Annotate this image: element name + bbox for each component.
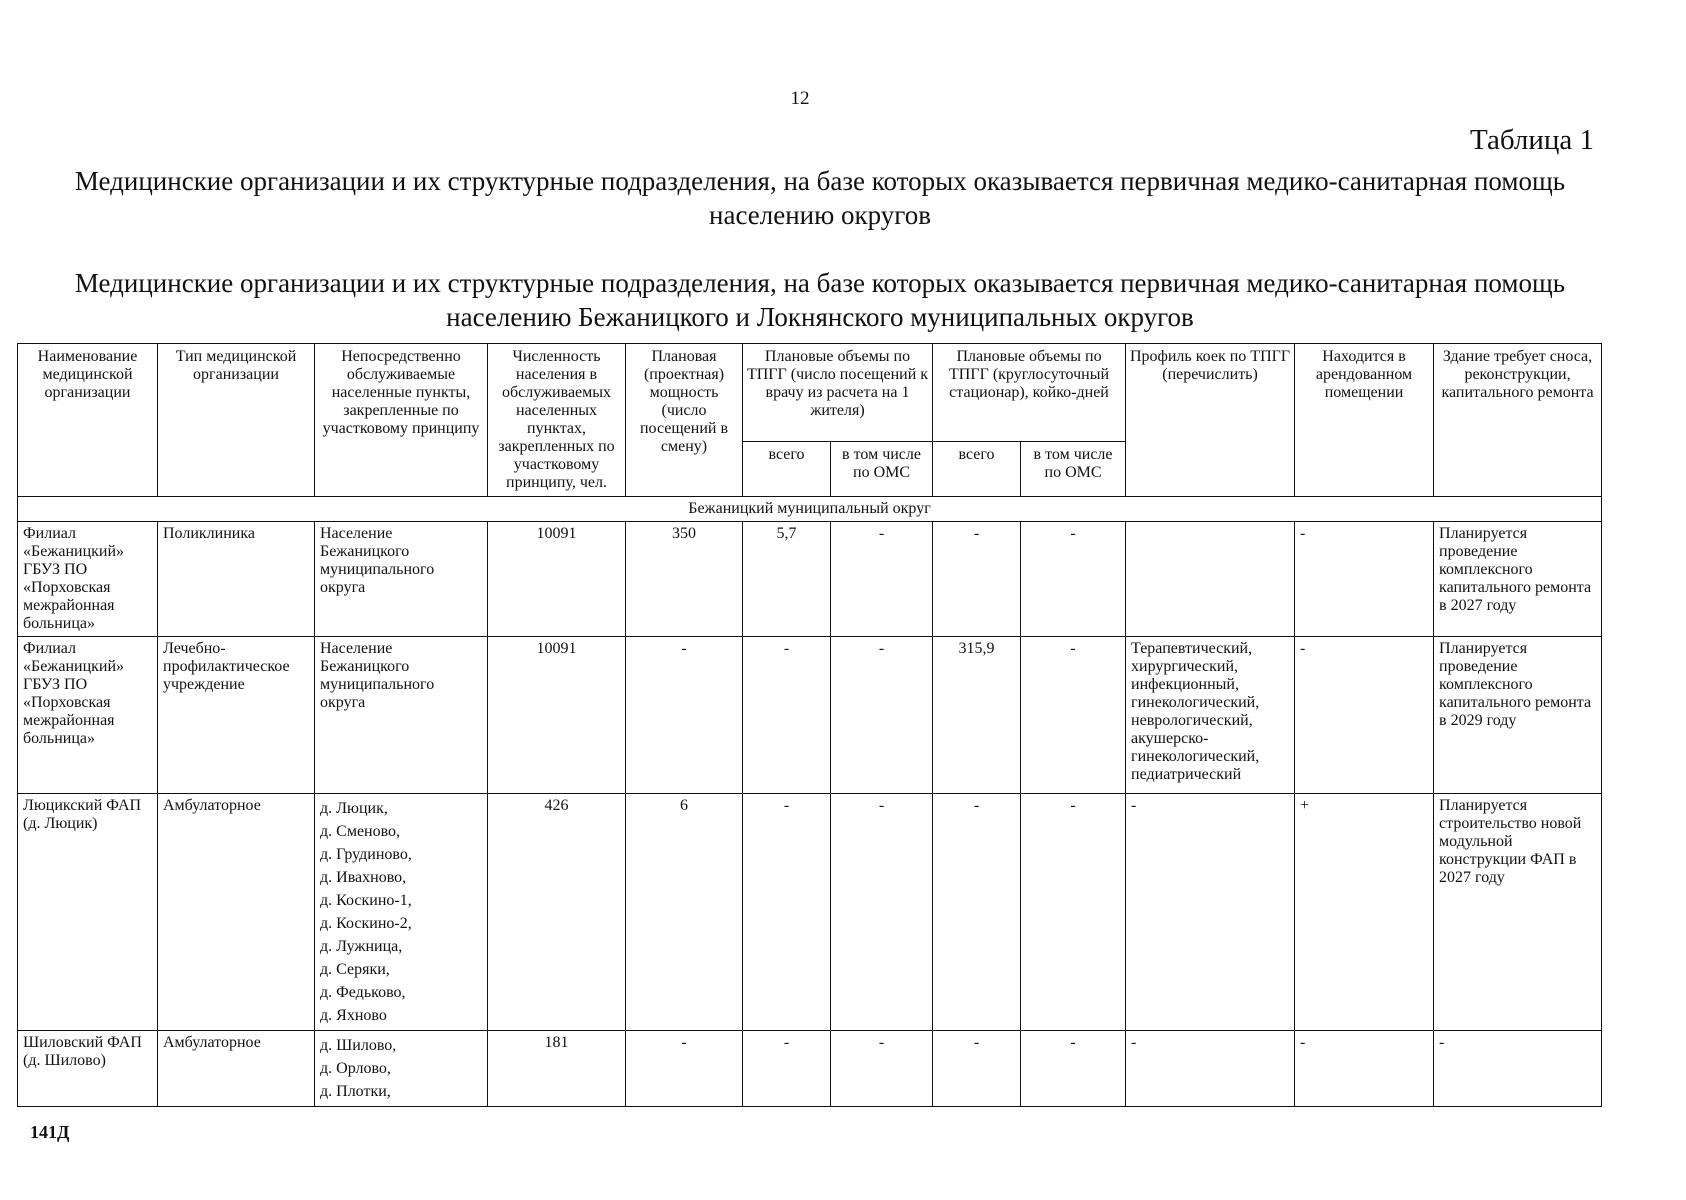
cell-building: Планируется проведение комплексного капитального ремонта в 2029 году bbox=[1434, 637, 1602, 794]
header-building: Здание требует сноса, реконструкции, капитального ремонта bbox=[1434, 344, 1602, 497]
section-title: Бежаницкий муниципальный округ bbox=[18, 497, 1602, 522]
document-heading: Медицинские организации и их структурные подразделения, на базе которых оказывается первичная медико-санитарная помощь населению округов bbox=[74, 166, 1566, 230]
settlement-item: д. Лужница, bbox=[320, 938, 403, 955]
header-org-type: Тип медицинской организации bbox=[158, 344, 315, 497]
cell-org-type: Лечебно-профилактическое учреждение bbox=[158, 637, 315, 794]
settlement-item: д. Яхново bbox=[320, 1007, 387, 1024]
cell-visits-oms: - bbox=[831, 794, 933, 1031]
cell-building: Планируется строительство новой модульной конструкции ФАП в 2027 году bbox=[1434, 794, 1602, 1031]
cell-org-type: Амбулаторное bbox=[158, 1031, 315, 1107]
table-label: Таблица 1 bbox=[1469, 124, 1594, 156]
settlement-item: д. Федьково, bbox=[320, 984, 406, 1001]
cell-beds-total: - bbox=[933, 522, 1021, 637]
cell-rented: - bbox=[1295, 1031, 1434, 1107]
header-rented: Находится в арендованном помещении bbox=[1295, 344, 1434, 497]
settlement-item: д. Серяки, bbox=[320, 961, 390, 978]
header-visits-total: всего bbox=[743, 442, 831, 497]
document-code: 141Д bbox=[30, 1122, 70, 1142]
header-visits-oms: в том числе по ОМС bbox=[831, 442, 933, 497]
settlement-item: д. Сменово, bbox=[320, 823, 401, 840]
cell-bed-profile: Терапевтический, хирургический, инфекционный, гинекологический, неврологический, акушерско-гинекологический, педиатрический bbox=[1126, 637, 1295, 794]
cell-org-name: Люцикский ФАП (д. Люцик) bbox=[18, 794, 158, 1031]
cell-settlements: Население Бежаницкого муниципального округа bbox=[315, 637, 488, 794]
cell-beds-oms: - bbox=[1021, 522, 1126, 637]
cell-settlements bbox=[315, 1031, 488, 1107]
cell-bed-profile: - bbox=[1126, 1031, 1295, 1107]
cell-settlements: Население Бежаницкого муниципального округа bbox=[315, 522, 488, 637]
header-bed-profile: Профиль коек по ТПГГ (перечислить) bbox=[1126, 344, 1295, 497]
cell-rented: - bbox=[1295, 637, 1434, 794]
cell-capacity: - bbox=[626, 1031, 743, 1107]
page-number: 12 bbox=[790, 88, 810, 109]
header-beds-total: всего bbox=[933, 442, 1021, 497]
section-row bbox=[18, 497, 1602, 522]
settlement-item: д. Коскино-1, bbox=[320, 892, 412, 909]
cell-visits-oms: - bbox=[831, 637, 933, 794]
cell-visits-total: - bbox=[743, 1031, 831, 1107]
cell-population: 181 bbox=[488, 1031, 626, 1107]
settlement-item: д. Ивахново, bbox=[320, 869, 407, 886]
table-row bbox=[18, 1031, 1602, 1107]
cell-visits-total: - bbox=[743, 637, 831, 794]
cell-building: Планируется проведение комплексного капитального ремонта в 2027 году bbox=[1434, 522, 1602, 637]
settlement-item: д. Люцик, bbox=[320, 800, 388, 817]
cell-rented: + bbox=[1295, 794, 1434, 1031]
cell-org-type: Амбулаторное bbox=[158, 794, 315, 1031]
cell-visits-total: 5,7 bbox=[743, 522, 831, 637]
cell-org-type: Поликлиника bbox=[158, 522, 315, 637]
cell-population: 426 bbox=[488, 794, 626, 1031]
table-row bbox=[18, 637, 1602, 794]
cell-visits-oms: - bbox=[831, 522, 933, 637]
cell-settlements bbox=[315, 794, 488, 1031]
cell-beds-oms: - bbox=[1021, 637, 1126, 794]
cell-beds-total: 315,9 bbox=[933, 637, 1021, 794]
cell-building: - bbox=[1434, 1031, 1602, 1107]
header-beds-oms: в том числе по ОМС bbox=[1021, 442, 1126, 497]
cell-beds-total: - bbox=[933, 794, 1021, 1031]
header-org-name: Наименование медицинской организации bbox=[18, 344, 158, 497]
cell-bed-profile: - bbox=[1126, 794, 1295, 1031]
settlement-item: д. Грудиново, bbox=[320, 846, 412, 863]
cell-population: 10091 bbox=[488, 637, 626, 794]
cell-capacity: 6 bbox=[626, 794, 743, 1031]
header-settlements: Непосредственно обслуживаемые населенные пункты, закрепленные по участковому принципу bbox=[315, 344, 488, 497]
cell-capacity: - bbox=[626, 637, 743, 794]
settlement-item: д. Шилово, bbox=[320, 1037, 397, 1054]
header-tpgg-visits: Плановые объемы по ТПГГ (число посещений к врачу из расчета на 1 жителя) bbox=[743, 344, 933, 442]
header-tpgg-beds: Плановые объемы по ТПГГ (круглосуточный стационар), койко-дней bbox=[933, 344, 1126, 442]
cell-visits-total: - bbox=[743, 794, 831, 1031]
header-row bbox=[18, 344, 1602, 442]
cell-population: 10091 bbox=[488, 522, 626, 637]
settlement-item: д. Плотки, bbox=[320, 1083, 391, 1100]
cell-beds-total: - bbox=[933, 1031, 1021, 1107]
cell-visits-oms: - bbox=[831, 1031, 933, 1107]
cell-bed-profile bbox=[1126, 522, 1295, 637]
cell-beds-oms: - bbox=[1021, 1031, 1126, 1107]
table-row bbox=[18, 522, 1602, 637]
table-heading: Медицинские организации и их структурные подразделения, на базе которых оказывается первичная медико-санитарная помощь населению Бежаницкого и Локнянского муниципальных округов bbox=[74, 268, 1566, 332]
cell-org-name: Филиал «Бежаницкий» ГБУЗ ПО «Порховская межрайонная больница» bbox=[18, 637, 158, 794]
header-capacity: Плановая (проектная) мощность (число посещений в смену) bbox=[626, 344, 743, 497]
cell-org-name: Шиловский ФАП (д. Шилово) bbox=[18, 1031, 158, 1107]
header-population: Численность населения в обслуживаемых населенных пунктах, закрепленных по участковому принципу, чел. bbox=[488, 344, 626, 497]
cell-org-name: Филиал «Бежаницкий» ГБУЗ ПО «Порховская межрайонная больница» bbox=[18, 522, 158, 637]
cell-beds-oms: - bbox=[1021, 794, 1126, 1031]
organizations-table bbox=[17, 343, 1602, 1107]
settlement-item: д. Орлово, bbox=[320, 1060, 391, 1077]
cell-capacity: 350 bbox=[626, 522, 743, 637]
settlement-item: д. Коскино-2, bbox=[320, 915, 412, 932]
table-row bbox=[18, 794, 1602, 1031]
cell-rented: - bbox=[1295, 522, 1434, 637]
